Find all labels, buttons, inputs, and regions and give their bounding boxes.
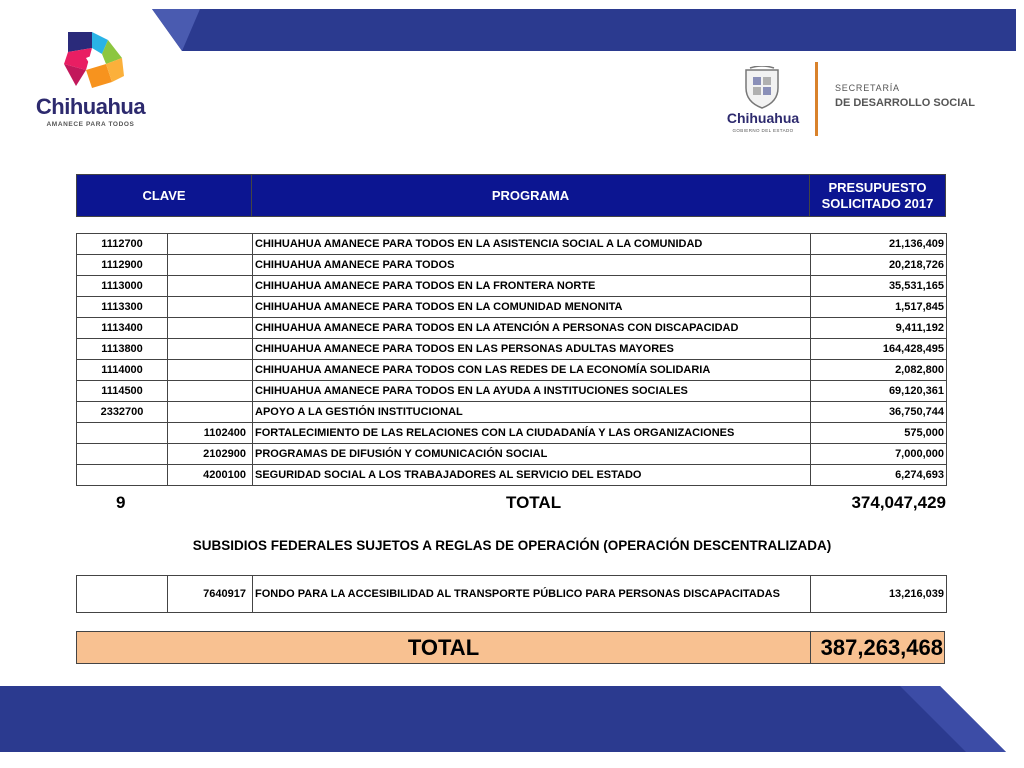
row-programa: CHIHUAHUA AMANECE PARA TODOS EN LA AYUDA A INSTITUCIONES SOCIALES xyxy=(253,381,811,402)
row-programa: CHIHUAHUA AMANECE PARA TODOS EN LA ASISTENCIA SOCIAL A LA COMUNIDAD xyxy=(253,234,811,255)
federal-sub: 7640917 xyxy=(168,576,253,613)
federal-clave xyxy=(77,576,168,613)
shield-icon xyxy=(740,66,784,110)
header-presupuesto xyxy=(810,175,946,217)
table-header xyxy=(76,174,946,217)
department-label: DE DESARROLLO SOCIAL xyxy=(835,97,975,109)
table-row xyxy=(77,402,947,423)
footer-banner xyxy=(0,686,1024,756)
federal-monto: 13,216,039 xyxy=(811,576,947,613)
brand-name: Chihuahua xyxy=(35,94,146,119)
table-row xyxy=(77,276,947,297)
row-monto: 575,000 xyxy=(811,423,947,444)
row-monto: 1,517,845 xyxy=(811,297,947,318)
table-row xyxy=(77,255,947,276)
federal-programa: FONDO PARA LA ACCESIBILIDAD AL TRANSPORTE PÚBLICO PARA PERSONAS DISCAPACITADAS xyxy=(253,576,811,613)
row-programa: FORTALECIMIENTO DE LAS RELACIONES CON LA CIUDADANÍA Y LAS ORGANIZACIONES xyxy=(253,423,811,444)
header-banner xyxy=(152,9,1016,51)
row-programa: PROGRAMAS DE DIFUSIÓN Y COMUNICACIÓN SOCIAL xyxy=(253,444,811,465)
row-monto: 36,750,744 xyxy=(811,402,947,423)
row-subclave xyxy=(168,381,253,402)
row-programa: CHIHUAHUA AMANECE PARA TODOS xyxy=(253,255,811,276)
grand-total-value: 387,263,468 xyxy=(811,632,945,664)
subtotal-row xyxy=(76,493,948,517)
row-subclave xyxy=(168,255,253,276)
row-monto: 2,082,800 xyxy=(811,360,947,381)
table-row xyxy=(77,339,947,360)
row-clave: 1112700 xyxy=(77,234,168,255)
header-presupuesto-line1: PRESUPUESTO xyxy=(828,179,927,195)
gov-subtitle: GOBIERNO DEL ESTADO xyxy=(732,128,794,133)
row-clave: 1112900 xyxy=(77,255,168,276)
table-row xyxy=(77,234,947,255)
table-row xyxy=(77,576,947,613)
table-row xyxy=(77,297,947,318)
subtotal-count: 9 xyxy=(116,493,126,512)
brand-tagline: AMANECE PARA TODOS xyxy=(46,121,135,128)
row-clave: 1113000 xyxy=(77,276,168,297)
row-subclave: 2102900 xyxy=(168,444,253,465)
logo-divider xyxy=(815,62,818,136)
row-subclave xyxy=(168,360,253,381)
subtotal-label: TOTAL xyxy=(506,493,562,512)
table-row xyxy=(77,381,947,402)
row-clave: 1113800 xyxy=(77,339,168,360)
row-monto: 35,531,165 xyxy=(811,276,947,297)
row-programa: CHIHUAHUA AMANECE PARA TODOS EN LA ATENCIÓN A PERSONAS CON DISCAPACIDAD xyxy=(253,318,811,339)
row-monto: 20,218,726 xyxy=(811,255,947,276)
row-subclave: 4200100 xyxy=(168,465,253,486)
program-table xyxy=(76,233,947,486)
row-clave xyxy=(77,423,168,444)
gov-name: Chihuahua xyxy=(726,110,800,126)
row-monto: 7,000,000 xyxy=(811,444,947,465)
row-programa: APOYO A LA GESTIÓN INSTITUCIONAL xyxy=(253,402,811,423)
row-subclave xyxy=(168,339,253,360)
row-monto: 69,120,361 xyxy=(811,381,947,402)
row-clave: 1113300 xyxy=(77,297,168,318)
grand-total-label: TOTAL xyxy=(77,632,811,664)
chihuahua-logo xyxy=(28,26,158,136)
row-clave xyxy=(77,444,168,465)
row-subclave xyxy=(168,276,253,297)
subtotal-value: 374,047,429 xyxy=(851,493,946,512)
row-programa: SEGURIDAD SOCIAL A LOS TRABAJADORES AL SERVICIO DEL ESTADO xyxy=(253,465,811,486)
row-clave: 1114000 xyxy=(77,360,168,381)
row-monto: 6,274,693 xyxy=(811,465,947,486)
grand-total xyxy=(76,631,945,664)
row-clave xyxy=(77,465,168,486)
row-programa: CHIHUAHUA AMANECE PARA TODOS EN LA COMUNIDAD MENONITA xyxy=(253,297,811,318)
row-subclave xyxy=(168,234,253,255)
row-subclave xyxy=(168,297,253,318)
row-subclave: 1102400 xyxy=(168,423,253,444)
row-subclave xyxy=(168,318,253,339)
row-programa: CHIHUAHUA AMANECE PARA TODOS EN LAS PERSONAS ADULTAS MAYORES xyxy=(253,339,811,360)
row-subclave xyxy=(168,402,253,423)
row-programa: CHIHUAHUA AMANECE PARA TODOS EN LA FRONTERA NORTE xyxy=(253,276,811,297)
table-row xyxy=(77,465,947,486)
header-programa: PROGRAMA xyxy=(252,175,810,217)
row-monto: 164,428,495 xyxy=(811,339,947,360)
table-row xyxy=(77,318,947,339)
table-row xyxy=(77,423,947,444)
row-monto: 21,136,409 xyxy=(811,234,947,255)
state-map-icon xyxy=(62,30,126,94)
header-presupuesto-line2: SOLICITADO 2017 xyxy=(821,195,934,211)
secretaria-label: SECRETARÍA xyxy=(835,83,900,93)
row-monto: 9,411,192 xyxy=(811,318,947,339)
table-row xyxy=(77,360,947,381)
row-clave: 2332700 xyxy=(77,402,168,423)
header-clave: CLAVE xyxy=(77,175,252,217)
secretaria-logo xyxy=(726,62,1006,142)
table-row xyxy=(77,444,947,465)
row-programa: CHIHUAHUA AMANECE PARA TODOS CON LAS REDES DE LA ECONOMÍA SOLIDARIA xyxy=(253,360,811,381)
row-clave: 1113400 xyxy=(77,318,168,339)
federal-table xyxy=(76,575,947,613)
federal-section-title: SUBSIDIOS FEDERALES SUJETOS A REGLAS DE OPERACIÓN (OPERACIÓN DESCENTRALIZADA) xyxy=(192,538,832,553)
row-clave: 1114500 xyxy=(77,381,168,402)
